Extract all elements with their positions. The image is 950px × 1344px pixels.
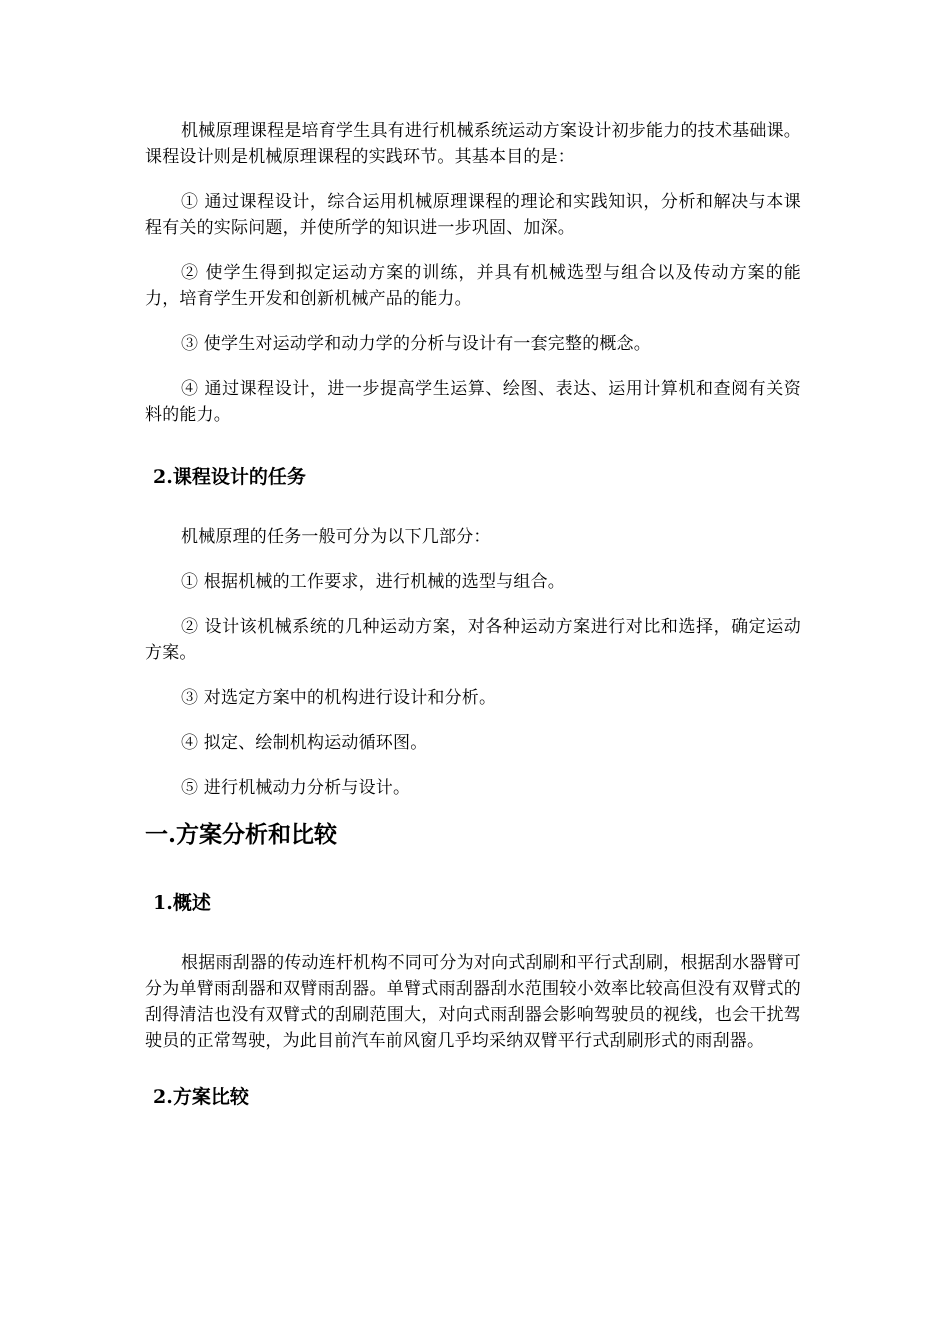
tasks-intro-paragraph: 机械原理的任务一般可分为以下几部分： bbox=[181, 527, 491, 547]
task-item-1: ① 根据机械的工作要求，进行机械的选型与组合。 bbox=[181, 572, 566, 592]
objective-item-3: ③ 使学生对运动学和动力学的分析与设计有一套完整的概念。 bbox=[181, 334, 652, 354]
objective-item-1: ① 通过课程设计，综合运用机械原理课程的理论和实践知识，分析和解决与本课程有关的实际问题，并使所学的知识进一步巩固、加深。 bbox=[145, 192, 801, 238]
document-body bbox=[145, 118, 801, 1144]
task-item-4: ④ 拟定、绘制机构运动循环图。 bbox=[181, 733, 428, 753]
section-heading-scheme-comparison: 2.方案比较 bbox=[153, 1086, 249, 1108]
task-item-2: ② 设计该机械系统的几种运动方案，对各种运动方案进行对比和选择，确定运动方案。 bbox=[145, 617, 801, 663]
chapter-heading-scheme-analysis: 一.方案分析和比较 bbox=[145, 821, 338, 848]
objective-item-4: ④ 通过课程设计，进一步提高学生运算、绘图、表达、运用计算机和查阅有关资料的能力。 bbox=[145, 379, 801, 425]
intro-paragraph: 机械原理课程是培育学生具有进行机械系统运动方案设计初步能力的技术基础课。课程设计则是机械原理课程的实践环节。其基本目的是： bbox=[145, 121, 801, 167]
objective-item-2: ② 使学生得到拟定运动方案的训练，并具有机械选型与组合以及传动方案的能力，培育学生开发和创新机械产品的能力。 bbox=[145, 263, 801, 309]
task-item-5: ⑤ 进行机械动力分析与设计。 bbox=[181, 778, 411, 798]
section-heading-overview: 1.概述 bbox=[153, 892, 211, 914]
section-heading-course-tasks: 2.课程设计的任务 bbox=[153, 466, 306, 488]
task-item-3: ③ 对选定方案中的机构进行设计和分析。 bbox=[181, 688, 497, 708]
overview-paragraph: 根据雨刮器的传动连杆机构不同可分为对向式刮刷和平行式刮刷，根据刮水器臂可分为单臂雨刮器和双臂雨刮器。单臂式雨刮器刮水范围较小效率比较高但没有双臂式的刮得清洁也没有双臂式的刮刷范围大，对向式雨刮器会影响驾驶员的视线，也会干扰驾驶员的正常驾驶，为此目前汽车前风窗几乎均采纳双臂平行式刮刷形式的雨刮器。 bbox=[145, 953, 801, 1051]
